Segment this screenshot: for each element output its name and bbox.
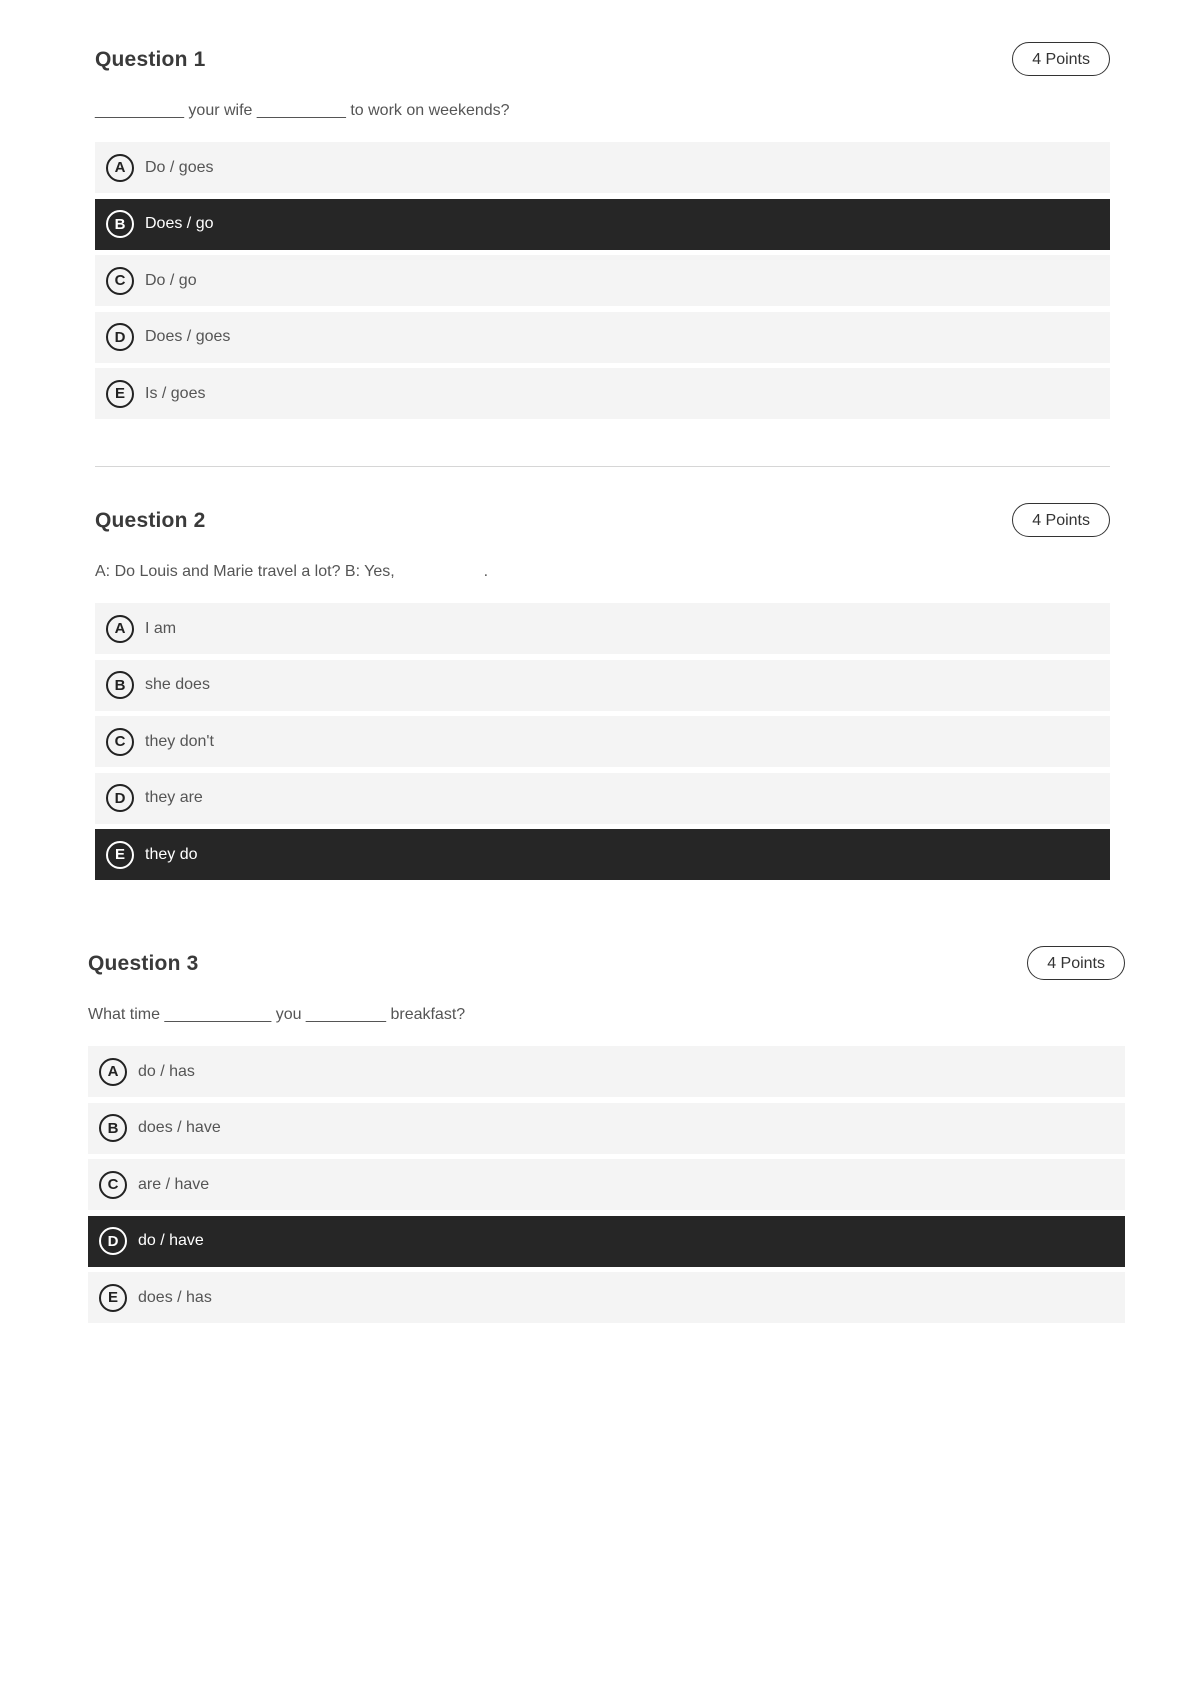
option-d[interactable] xyxy=(95,773,1110,824)
answer-options xyxy=(88,1046,1125,1323)
option-e[interactable] xyxy=(95,829,1110,880)
question-header xyxy=(88,946,1125,986)
option-text: are / have xyxy=(138,1175,210,1193)
option-letter-d: D xyxy=(106,323,134,351)
option-letter-d: D xyxy=(106,784,134,812)
option-text: does / have xyxy=(138,1119,221,1136)
question-3 xyxy=(88,946,1125,1329)
option-text: they do xyxy=(145,845,198,863)
option-letter-c: C xyxy=(99,1171,127,1199)
option-a[interactable] xyxy=(88,1046,1125,1097)
option-b[interactable] xyxy=(88,1103,1125,1154)
question-prompt: What time ____________ you _________ breakfast? xyxy=(88,1006,466,1023)
option-c[interactable] xyxy=(95,255,1110,306)
option-text: I am xyxy=(145,619,177,637)
option-e[interactable] xyxy=(88,1272,1125,1323)
option-b[interactable] xyxy=(95,199,1110,250)
option-text: Does / go xyxy=(145,215,214,232)
option-text: Is / goes xyxy=(145,384,206,402)
question-title: Question 3 xyxy=(88,952,199,975)
option-e[interactable] xyxy=(95,368,1110,419)
option-letter-a: A xyxy=(106,154,134,182)
question-title: Question 2 xyxy=(95,509,206,532)
option-letter-e: E xyxy=(106,841,134,869)
option-text: they don't xyxy=(145,732,214,750)
question-prompt: A: Do Louis and Marie travel a lot? B: Yes, . xyxy=(95,563,489,580)
option-text: she does xyxy=(145,676,210,693)
option-letter-e: E xyxy=(99,1284,127,1312)
question-header xyxy=(95,503,1110,543)
points-badge: 4 Points xyxy=(1027,946,1125,980)
option-letter-b: B xyxy=(106,671,134,699)
option-letter-b: B xyxy=(99,1114,127,1142)
option-d[interactable] xyxy=(88,1216,1125,1267)
answer-options xyxy=(95,603,1110,880)
option-text: they are xyxy=(145,789,203,806)
option-letter-c: C xyxy=(106,267,134,295)
option-letter-d: D xyxy=(99,1227,127,1255)
option-a[interactable] xyxy=(95,603,1110,654)
option-text: Do / go xyxy=(145,271,197,289)
option-text: does / has xyxy=(138,1288,212,1306)
option-text: do / has xyxy=(138,1062,195,1080)
option-a[interactable] xyxy=(95,142,1110,193)
question-divider xyxy=(95,466,1110,467)
option-c[interactable] xyxy=(95,716,1110,767)
option-c[interactable] xyxy=(88,1159,1125,1210)
option-d[interactable] xyxy=(95,312,1110,363)
option-b[interactable] xyxy=(95,660,1110,711)
question-header xyxy=(95,42,1110,82)
option-letter-e: E xyxy=(106,380,134,408)
points-badge: 4 Points xyxy=(1012,503,1110,537)
option-text: Does / goes xyxy=(145,328,231,345)
question-prompt: __________ your wife __________ to work on weekends? xyxy=(95,102,510,119)
option-letter-c: C xyxy=(106,728,134,756)
option-letter-a: A xyxy=(106,615,134,643)
option-letter-a: A xyxy=(99,1058,127,1086)
option-text: do / have xyxy=(138,1232,204,1249)
question-1 xyxy=(95,42,1110,425)
question-title: Question 1 xyxy=(95,48,206,71)
points-badge: 4 Points xyxy=(1012,42,1110,76)
option-letter-b: B xyxy=(106,210,134,238)
option-text: Do / goes xyxy=(145,158,214,176)
answer-options xyxy=(95,142,1110,419)
question-2 xyxy=(95,503,1110,886)
